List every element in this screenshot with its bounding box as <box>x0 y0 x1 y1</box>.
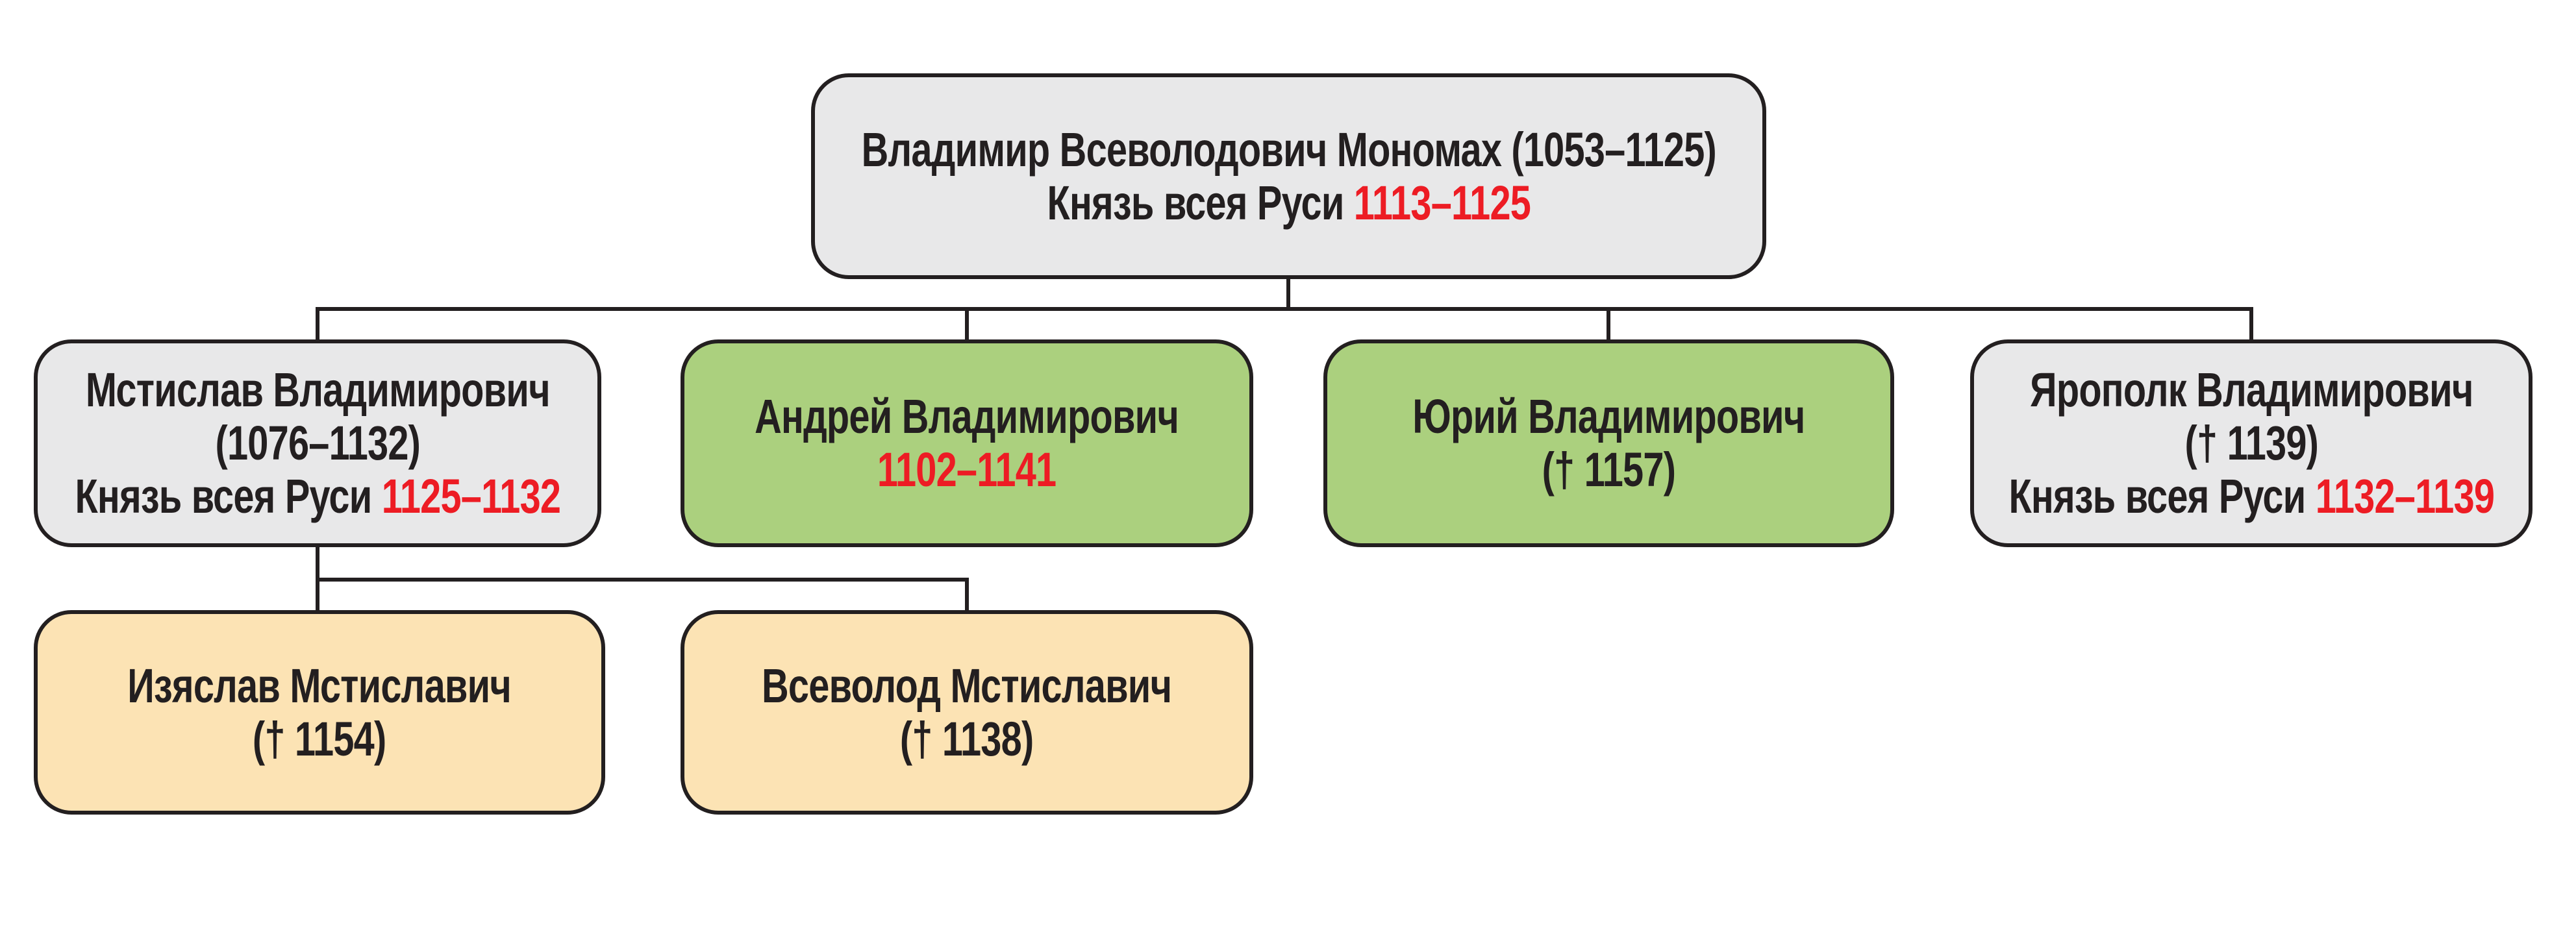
reign-years: 1102–1141 <box>877 443 1057 497</box>
node-text <box>2008 363 2494 523</box>
reign-prefix: Князь всея Руси <box>75 469 382 523</box>
person-name: Ярополк Владимирович <box>2029 363 2473 417</box>
node-yuri <box>1323 339 1894 547</box>
node-andrey <box>681 339 1253 547</box>
connector-root-stub <box>1286 277 1290 311</box>
connector-drop-mstislav <box>316 309 319 341</box>
node-text <box>861 123 1716 230</box>
connector-children-bus <box>316 307 2253 311</box>
reign-prefix: Князь всея Руси <box>1047 175 1354 230</box>
person-name: Владимир Всеволодович Мономах (1053–1125) <box>861 122 1716 177</box>
connector-grandchildren-bus <box>316 578 969 582</box>
person-lifespan: († 1154) <box>253 711 386 766</box>
person-lifespan: († 1139) <box>2184 416 2318 470</box>
node-izyaslav <box>34 610 605 815</box>
person-name: Изяслав Мстиславич <box>127 658 512 713</box>
connector-drop-vsevolod <box>965 580 969 612</box>
person-lifespan: († 1138) <box>900 711 1034 766</box>
connector-drop-yaropolk <box>2249 309 2253 341</box>
node-mstislav <box>34 339 601 547</box>
connector-drop-andrey <box>965 309 969 341</box>
node-text <box>755 390 1179 497</box>
node-yaropolk <box>1970 339 2532 547</box>
connector-drop-yuri <box>1607 309 1610 341</box>
reign-prefix: Князь всея Руси <box>2008 469 2316 523</box>
node-text <box>75 363 560 523</box>
reign-years: 1113–1125 <box>1353 175 1531 230</box>
node-text <box>128 659 512 766</box>
person-name: Мстислав Владимирович <box>85 363 550 417</box>
person-reign-line <box>861 177 1716 230</box>
person-name: Всеволод Мстиславич <box>762 658 1172 713</box>
person-reign-line <box>75 470 560 523</box>
node-text <box>762 659 1171 766</box>
person-name: Андрей Владимирович <box>755 389 1179 443</box>
node-text <box>1412 390 1805 497</box>
person-lifespan: (1076–1132) <box>215 416 420 470</box>
reign-years: 1125–1132 <box>381 469 560 523</box>
person-reign-line <box>2008 470 2494 523</box>
node-vsevolod <box>681 610 1253 815</box>
node-vladimir-monomakh <box>811 73 1766 279</box>
person-name: Юрий Владимирович <box>1412 389 1805 443</box>
person-lifespan: († 1157) <box>1542 443 1676 497</box>
reign-years: 1132–1139 <box>2315 469 2494 523</box>
